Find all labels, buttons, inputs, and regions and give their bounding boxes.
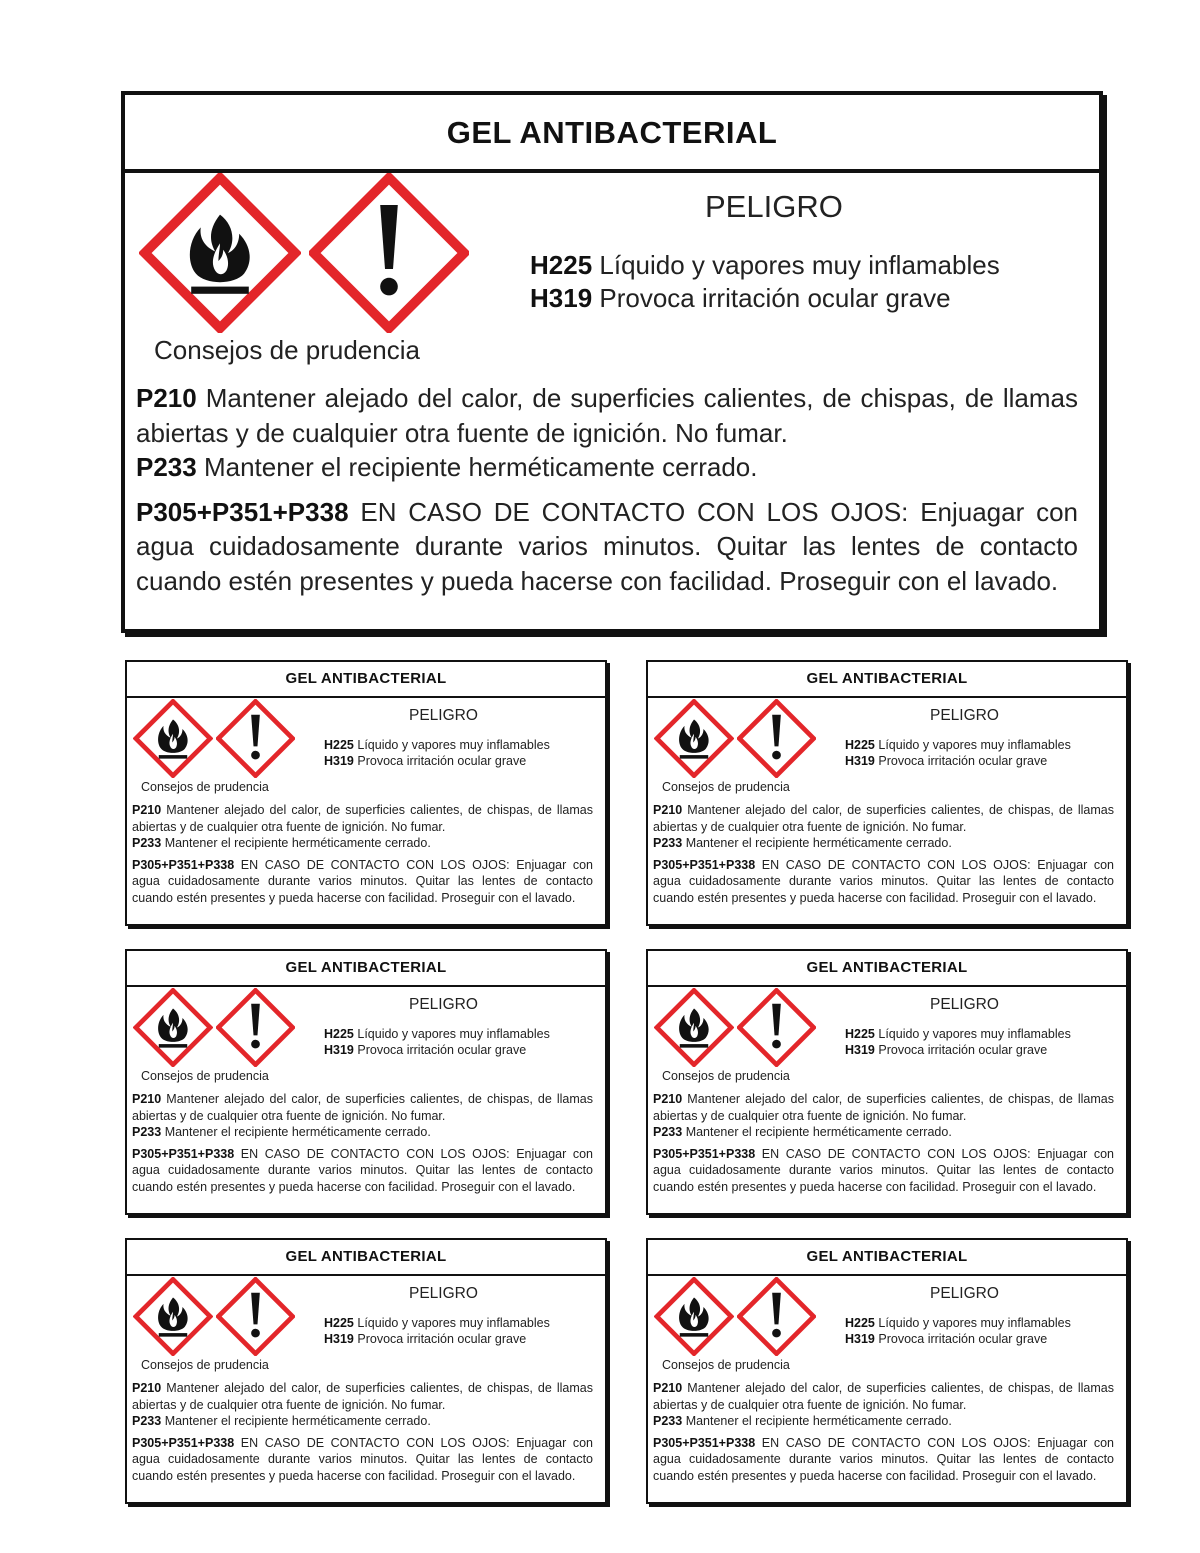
flame-icon bbox=[139, 173, 301, 333]
hazard-text: Líquido y vapores muy inflamables bbox=[878, 1316, 1071, 1330]
precaution-statements bbox=[653, 1380, 1114, 1484]
precaution-text: Mantener el recipiente herméticamente cerrado. bbox=[164, 836, 431, 850]
precaution-text: Mantener el recipiente herméticamente cerrado. bbox=[685, 1414, 952, 1428]
hazard-text: Provoca irritación ocular grave bbox=[357, 754, 527, 768]
hazard-text: Provoca irritación ocular grave bbox=[599, 283, 951, 313]
exclamation-mark-icon bbox=[309, 173, 469, 333]
precaution-text: Mantener alejado del calor, de superficies calientes, de chispas, de llamas abiertas y de cualquier otra fuente de ignición. No fumar. bbox=[653, 1092, 1114, 1123]
precaution-statement bbox=[653, 1091, 1114, 1124]
precaution-text: Mantener el recipiente herméticamente cerrado. bbox=[685, 1125, 952, 1139]
hazard-statement bbox=[845, 754, 1047, 768]
precaution-heading: Consejos de prudencia bbox=[662, 1069, 790, 1083]
hazard-statement bbox=[845, 1332, 1047, 1346]
hazard-code: H319 bbox=[845, 1043, 875, 1057]
hazard-code: H225 bbox=[530, 250, 593, 280]
precaution-code: P233 bbox=[132, 1125, 162, 1139]
hazard-statement bbox=[324, 1332, 526, 1346]
hazard-text: Líquido y vapores muy inflamables bbox=[878, 1027, 1071, 1041]
signal-word: PELIGRO bbox=[409, 1285, 478, 1302]
precaution-code: P305+P351+P338 bbox=[136, 496, 349, 527]
signal-word: PELIGRO bbox=[409, 996, 478, 1013]
precaution-code: P210 bbox=[653, 1092, 683, 1106]
hazard-text: Líquido y vapores muy inflamables bbox=[357, 1316, 550, 1330]
hazard-code: H319 bbox=[845, 754, 875, 768]
precaution-text: Mantener alejado del calor, de superficies calientes, de chispas, de llamas abiertas y de cualquier otra fuente de ignición. No fumar. bbox=[132, 1092, 593, 1123]
flame-icon bbox=[654, 699, 734, 778]
precaution-statement bbox=[132, 1091, 593, 1124]
hazard-statement bbox=[530, 250, 1000, 281]
precaution-text: Mantener el recipiente herméticamente cerrado. bbox=[685, 836, 952, 850]
hazard-label-small bbox=[646, 660, 1128, 926]
hazard-statement bbox=[324, 1043, 526, 1057]
exclamation-mark-icon bbox=[216, 988, 295, 1067]
precaution-statement bbox=[653, 1380, 1114, 1413]
flame-icon bbox=[133, 988, 213, 1067]
precaution-code: P233 bbox=[132, 1414, 162, 1428]
precaution-statement bbox=[132, 1435, 593, 1485]
hazard-label-small bbox=[125, 660, 607, 926]
hazard-statement bbox=[324, 754, 526, 768]
precaution-text: EN CASO DE CONTACTO CON LOS OJOS: Enjuagar con agua cuidadosamente durante varios minutos. Quitar las lentes de contacto cuando estén presentes y pueda hacerse con facilidad. Proseguir con el lavado. bbox=[653, 1435, 1114, 1483]
exclamation-mark-icon bbox=[216, 1277, 295, 1356]
hazard-text: Provoca irritación ocular grave bbox=[357, 1332, 527, 1346]
hazard-code: H225 bbox=[845, 738, 875, 752]
hazard-text: Líquido y vapores muy inflamables bbox=[599, 250, 1000, 280]
precaution-code: P210 bbox=[136, 383, 197, 413]
hazard-code: H225 bbox=[324, 738, 354, 752]
precaution-code: P305+P351+P338 bbox=[653, 1435, 756, 1450]
signal-word: PELIGRO bbox=[930, 1285, 999, 1302]
precaution-statement bbox=[653, 1413, 1114, 1430]
precaution-code: P305+P351+P338 bbox=[132, 1435, 235, 1450]
precaution-text: EN CASO DE CONTACTO CON LOS OJOS: Enjuagar con agua cuidadosamente durante varios minutos. Quitar las lentes de contacto cuando estén presentes y pueda hacerse con facilidad. Proseguir con el lavado. bbox=[653, 1146, 1114, 1194]
label-title: GEL ANTIBACTERIAL bbox=[648, 951, 1126, 987]
label-title: GEL ANTIBACTERIAL bbox=[127, 1240, 605, 1276]
hazard-code: H319 bbox=[530, 283, 593, 313]
precaution-text: Mantener el recipiente herméticamente cerrado. bbox=[164, 1414, 431, 1428]
hazard-statement bbox=[845, 1043, 1047, 1057]
precaution-code: P233 bbox=[132, 836, 162, 850]
precaution-statement bbox=[653, 1146, 1114, 1196]
flame-icon bbox=[654, 1277, 734, 1356]
hazard-statement bbox=[845, 738, 1071, 752]
precaution-statement bbox=[132, 835, 593, 852]
precaution-text: Mantener alejado del calor, de superficies calientes, de chispas, de llamas abiertas y de cualquier otra fuente de ignición. No fumar. bbox=[132, 1381, 593, 1412]
precaution-heading: Consejos de prudencia bbox=[154, 335, 420, 365]
hazard-code: H225 bbox=[845, 1027, 875, 1041]
label-title: GEL ANTIBACTERIAL bbox=[127, 951, 605, 987]
hazard-text: Provoca irritación ocular grave bbox=[878, 754, 1048, 768]
signal-word: PELIGRO bbox=[409, 707, 478, 724]
precaution-code: P210 bbox=[132, 803, 162, 817]
precaution-text: Mantener el recipiente herméticamente cerrado. bbox=[164, 1125, 431, 1139]
precaution-text: EN CASO DE CONTACTO CON LOS OJOS: Enjuagar con agua cuidadosamente durante varios minutos. Quitar las lentes de contacto cuando estén presentes y pueda hacerse con facilidad. Proseguir con el lavado. bbox=[653, 857, 1114, 905]
precaution-text: Mantener alejado del calor, de superficies calientes, de chispas, de llamas abiertas y de cualquier otra fuente de ignición. No fumar. bbox=[653, 1381, 1114, 1412]
label-title: GEL ANTIBACTERIAL bbox=[125, 95, 1099, 173]
precaution-statement bbox=[653, 835, 1114, 852]
precaution-statement bbox=[653, 802, 1114, 835]
exclamation-mark-icon bbox=[737, 1277, 816, 1356]
hazard-statement bbox=[324, 738, 550, 752]
precaution-code: P210 bbox=[653, 1381, 683, 1395]
signal-word: PELIGRO bbox=[930, 707, 999, 724]
hazard-text: Provoca irritación ocular grave bbox=[357, 1043, 527, 1057]
precaution-statement bbox=[132, 1146, 593, 1196]
precaution-code: P305+P351+P338 bbox=[132, 857, 235, 872]
hazard-text: Provoca irritación ocular grave bbox=[878, 1332, 1048, 1346]
precaution-text: EN CASO DE CONTACTO CON LOS OJOS: Enjuagar con agua cuidadosamente durante varios minutos. Quitar las lentes de contacto cuando estén presentes y pueda hacerse con facilidad. Proseguir con el lavado. bbox=[132, 857, 593, 905]
label-title: GEL ANTIBACTERIAL bbox=[127, 662, 605, 698]
precaution-heading: Consejos de prudencia bbox=[141, 1358, 269, 1372]
precaution-statement bbox=[653, 1435, 1114, 1485]
hazard-label-small bbox=[646, 949, 1128, 1215]
precaution-text: Mantener el recipiente herméticamente cerrado. bbox=[203, 452, 758, 482]
precaution-text: EN CASO DE CONTACTO CON LOS OJOS: Enjuagar con agua cuidadosamente durante varios minutos. Quitar las lentes de contacto cuando estén presentes y pueda hacerse con facilidad. Proseguir con el lavado. bbox=[132, 1146, 593, 1194]
exclamation-mark-icon bbox=[737, 699, 816, 778]
precaution-statements bbox=[132, 1091, 593, 1195]
hazard-label-large bbox=[121, 91, 1103, 633]
flame-icon bbox=[654, 988, 734, 1067]
precaution-statements bbox=[132, 1380, 593, 1484]
label-title: GEL ANTIBACTERIAL bbox=[648, 1240, 1126, 1276]
precaution-heading: Consejos de prudencia bbox=[141, 1069, 269, 1083]
precaution-code: P305+P351+P338 bbox=[653, 1146, 756, 1161]
signal-word: PELIGRO bbox=[705, 189, 843, 224]
precaution-statement bbox=[653, 1124, 1114, 1141]
hazard-statement bbox=[845, 1316, 1071, 1330]
hazard-text: Líquido y vapores muy inflamables bbox=[357, 738, 550, 752]
signal-word: PELIGRO bbox=[930, 996, 999, 1013]
precaution-statement bbox=[132, 1124, 593, 1141]
precaution-code: P305+P351+P338 bbox=[653, 857, 756, 872]
precaution-statement bbox=[132, 1413, 593, 1430]
precaution-statement bbox=[136, 450, 1078, 485]
hazard-code: H319 bbox=[324, 1332, 354, 1346]
precaution-code: P233 bbox=[136, 452, 197, 482]
hazard-text: Provoca irritación ocular grave bbox=[878, 1043, 1048, 1057]
hazard-code: H225 bbox=[845, 1316, 875, 1330]
hazard-code: H225 bbox=[324, 1027, 354, 1041]
exclamation-mark-icon bbox=[737, 988, 816, 1067]
precaution-statement bbox=[132, 802, 593, 835]
hazard-code: H319 bbox=[324, 1043, 354, 1057]
precaution-code: P233 bbox=[653, 836, 683, 850]
precaution-statements bbox=[132, 802, 593, 906]
hazard-code: H319 bbox=[324, 754, 354, 768]
precaution-statement bbox=[653, 857, 1114, 907]
precaution-statement bbox=[136, 381, 1078, 450]
precaution-text: Mantener alejado del calor, de superficies calientes, de chispas, de llamas abiertas y de cualquier otra fuente de ignición. No fumar. bbox=[136, 383, 1078, 448]
hazard-statement bbox=[845, 1027, 1071, 1041]
precaution-statement bbox=[132, 857, 593, 907]
precaution-heading: Consejos de prudencia bbox=[662, 780, 790, 794]
hazard-text: Líquido y vapores muy inflamables bbox=[878, 738, 1071, 752]
hazard-label-small bbox=[646, 1238, 1128, 1504]
precaution-code: P210 bbox=[653, 803, 683, 817]
precaution-statements bbox=[136, 381, 1078, 598]
precaution-text: EN CASO DE CONTACTO CON LOS OJOS: Enjuagar con agua cuidadosamente durante varios minutos. Quitar las lentes de contacto cuando estén presentes y pueda hacerse con facilidad. Proseguir con el lavado. bbox=[132, 1435, 593, 1483]
hazard-code: H319 bbox=[845, 1332, 875, 1346]
precaution-heading: Consejos de prudencia bbox=[141, 780, 269, 794]
precaution-statement bbox=[132, 1380, 593, 1413]
precaution-code: P305+P351+P338 bbox=[132, 1146, 235, 1161]
spacer bbox=[136, 485, 1078, 495]
precaution-statement bbox=[136, 495, 1078, 599]
precaution-code: P210 bbox=[132, 1092, 162, 1106]
precaution-code: P233 bbox=[653, 1414, 683, 1428]
precaution-text: Mantener alejado del calor, de superficies calientes, de chispas, de llamas abiertas y de cualquier otra fuente de ignición. No fumar. bbox=[653, 803, 1114, 834]
hazard-label-small bbox=[125, 949, 607, 1215]
precaution-text: Mantener alejado del calor, de superficies calientes, de chispas, de llamas abiertas y de cualquier otra fuente de ignición. No fumar. bbox=[132, 803, 593, 834]
precaution-code: P233 bbox=[653, 1125, 683, 1139]
flame-icon bbox=[133, 699, 213, 778]
flame-icon bbox=[133, 1277, 213, 1356]
label-title: GEL ANTIBACTERIAL bbox=[648, 662, 1126, 698]
precaution-heading: Consejos de prudencia bbox=[662, 1358, 790, 1372]
precaution-text: EN CASO DE CONTACTO CON LOS OJOS: Enjuagar con agua cuidadosamente durante varios minutos. Quitar las lentes de contacto cuando estén presentes y pueda hacerse con facilidad. Proseguir con el lavado. bbox=[136, 496, 1078, 596]
hazard-code: H225 bbox=[324, 1316, 354, 1330]
hazard-statement bbox=[324, 1027, 550, 1041]
precaution-statements bbox=[653, 802, 1114, 906]
hazard-label-small bbox=[125, 1238, 607, 1504]
exclamation-mark-icon bbox=[216, 699, 295, 778]
precaution-code: P210 bbox=[132, 1381, 162, 1395]
hazard-statement bbox=[530, 283, 951, 314]
hazard-text: Líquido y vapores muy inflamables bbox=[357, 1027, 550, 1041]
hazard-statement bbox=[324, 1316, 550, 1330]
precaution-statements bbox=[653, 1091, 1114, 1195]
